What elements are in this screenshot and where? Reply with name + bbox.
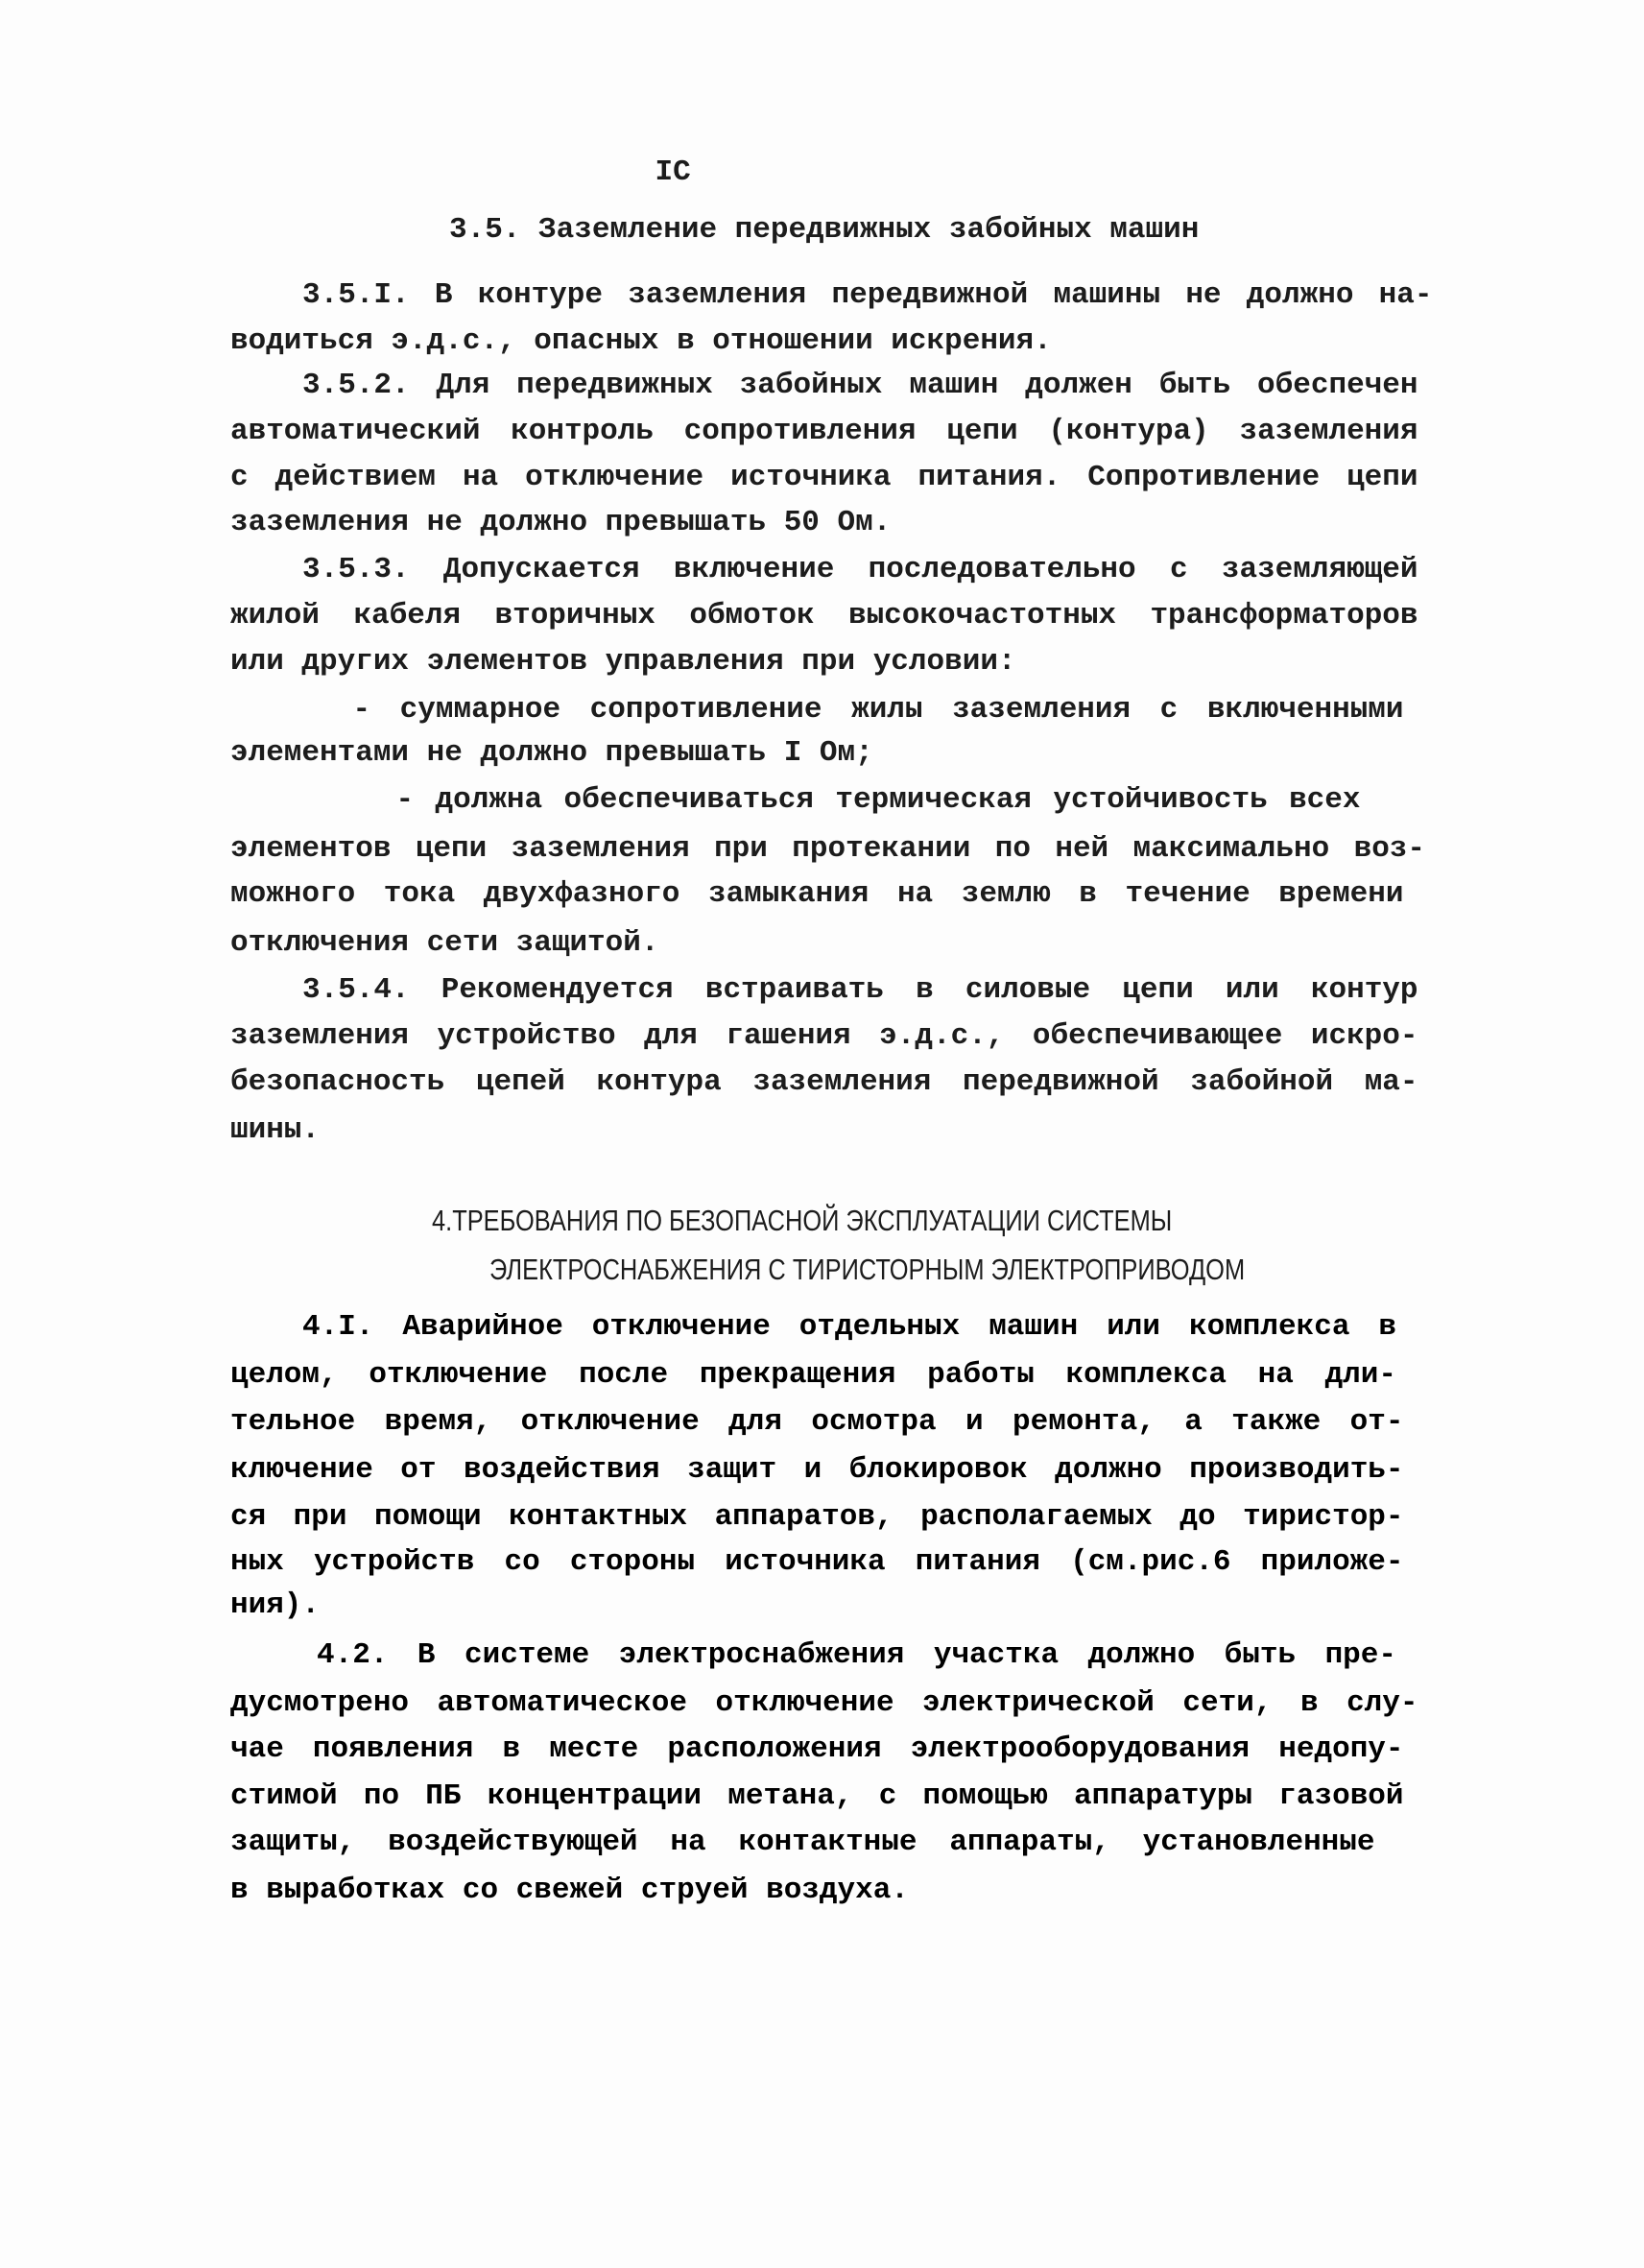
text-line: тельное время, отключение для осмотра и ремонта, а также от- — [230, 1405, 1404, 1439]
text-line: или других элементов управления при условии: — [230, 645, 1016, 679]
section-3-5-title: 3.5. Заземление передвижных забойных машин — [449, 213, 1200, 247]
text-line: ключение от воздействия защит и блокировок должно производить- — [230, 1452, 1404, 1487]
text-line: заземления устройство для гашения э.д.с., обеспечивающее искро- — [230, 1019, 1418, 1053]
text-line: можного тока двухфазного замыкания на землю в течение времени — [230, 876, 1404, 911]
text-line: жилой кабеля вторичных обмоток высокочастотных трансформаторов — [230, 599, 1418, 633]
section-4-title-line-1: 4.ТРЕБОВАНИЯ ПО БЕЗОПАСНОЙ ЭКСПЛУАТАЦИИ СИСТЕМЫ — [432, 1204, 1173, 1237]
text-line: шины. — [230, 1112, 321, 1147]
text-line: целом, отключение после прекращения работы комплекса на дли- — [230, 1357, 1396, 1392]
text-line: заземления не должно превышать 50 Ом. — [230, 505, 892, 539]
text-line: - должна обеспечиваться термическая устойчивость всех — [395, 783, 1361, 817]
text-line: элементов цепи заземления при протекании по ней максимально воз- — [230, 832, 1425, 866]
text-line: ся при помощи контактных аппаратов, располагаемых до тиристор- — [230, 1500, 1404, 1534]
text-line: стимой по ПБ концентрации метана, с помощью аппаратуры газовой — [230, 1779, 1404, 1813]
text-line: - суммарное сопротивление жилы заземления с включенными — [352, 692, 1404, 727]
text-line: с действием на отключение источника питания. Сопротивление цепи — [230, 461, 1418, 494]
text-line: в выработках со свежей струей воздуха. — [230, 1873, 909, 1907]
text-line: отключения сети защитой. — [230, 925, 659, 960]
text-line: 3.5.3. Допускается включение последовательно с заземляющей — [302, 553, 1418, 586]
text-line: дусмотрено автоматическое отключение электрической сети, в слу- — [230, 1685, 1418, 1720]
text-line: водиться э.д.с., опасных в отношении искрения. — [230, 323, 1052, 358]
text-line: 3.5.I. В контуре заземления передвижной машины не должно на- — [302, 277, 1433, 312]
text-line: ния). — [230, 1588, 321, 1622]
text-line: защиты, воздействующей на контактные аппараты, установленные — [230, 1826, 1375, 1859]
text-line: 4.I. Аварийное отключение отдельных машин или комплекса в — [302, 1310, 1396, 1344]
text-line: элементами не должно превышать I Ом; — [230, 735, 873, 770]
page-number: IC — [655, 155, 691, 189]
text-line: 3.5.2. Для передвижных забойных машин должен быть обеспечен — [302, 369, 1418, 402]
text-line: безопасность цепей контура заземления передвижной забойной ма- — [230, 1065, 1418, 1099]
text-line: чае появления в месте расположения электрооборудования недопу- — [230, 1731, 1404, 1766]
text-line: автоматический контроль сопротивления цепи (контура) заземления — [230, 415, 1418, 448]
section-4-title-line-2: ЭЛЕКТРОСНАБЖЕНИЯ С ТИРИСТОРНЫМ ЭЛЕКТРОПРИВОДОМ — [489, 1253, 1246, 1286]
text-line: 4.2. В системе электроснабжения участка должно быть пре- — [317, 1638, 1396, 1672]
text-line: 3.5.4. Рекомендуется встраивать в силовые цепи или контур — [302, 973, 1418, 1007]
text-line: ных устройств со стороны источника питания (см.рис.6 приложе- — [230, 1544, 1404, 1579]
